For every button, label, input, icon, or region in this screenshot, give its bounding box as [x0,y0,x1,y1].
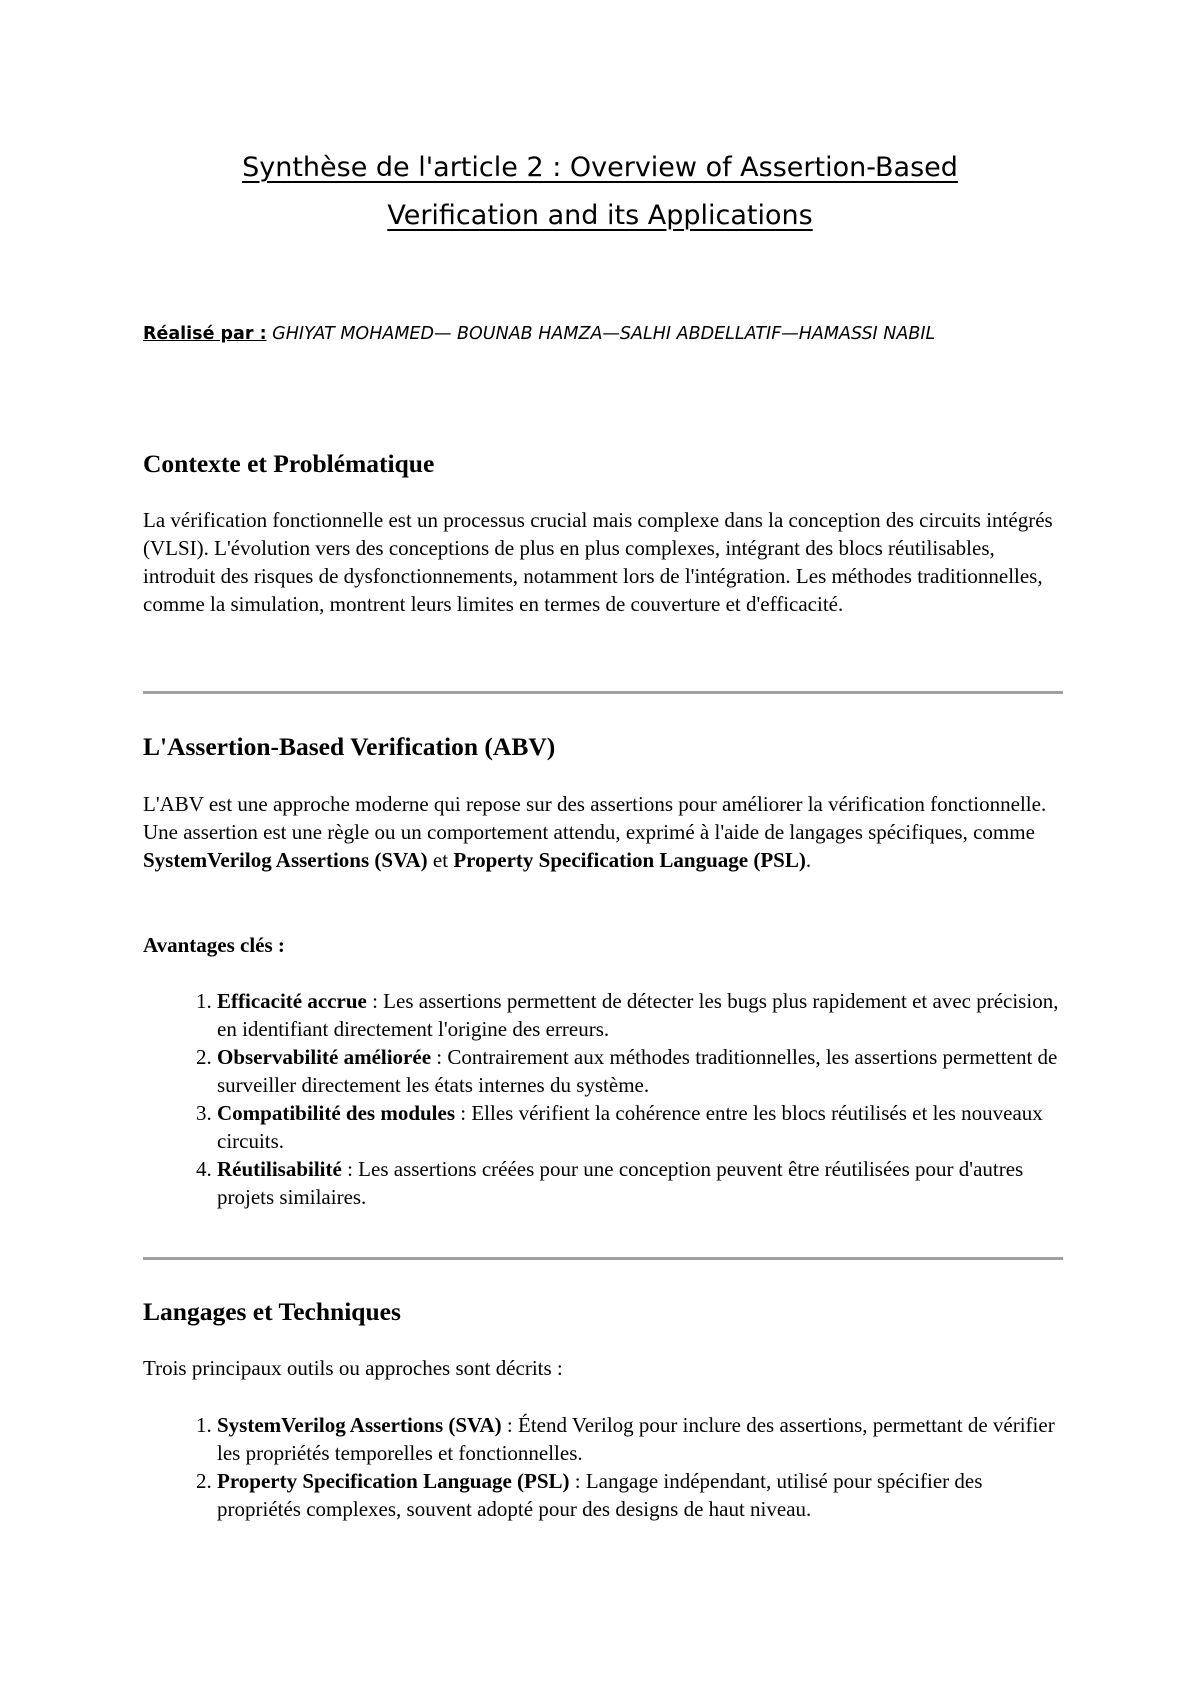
list-item-text: : Étend Verilog pour inclure des assertions, permettant de vérifier les propriétés temporelles et fonctionnelles. [217,1413,1055,1465]
list-item-text: : Contrairement aux méthodes traditionnelles, les assertions permettent de surveiller directement les états internes du système. [217,1045,1058,1097]
list-item-term: Compatibilité des modules [217,1101,456,1125]
list-item [217,1043,1063,1099]
techniques-list [143,1411,1063,1523]
abv-sva-term: SystemVerilog Assertions (SVA) [143,848,428,872]
abv-text-part2: et [427,848,454,872]
list-item-term: Observabilité améliorée [217,1045,432,1069]
section-heading-techniques: Langages et Techniques [143,1297,401,1326]
advantages-heading [143,931,1063,959]
document-title [0,144,1200,240]
abv-psl-term: Property Specification Language (PSL) [453,848,806,872]
abv-text-part3: . [805,848,812,872]
title-line-1: Synthèse de l'article 2 : Overview of Assertion-Based [242,152,958,183]
list-item-term: SystemVerilog Assertions (SVA) [217,1413,502,1437]
section-heading-context: Contexte et Problématique [143,449,435,478]
advantages-heading-text: Avantages clés : [143,933,285,957]
list-item [217,1155,1063,1211]
section-divider [143,691,1063,694]
advantages-list [143,987,1063,1211]
techniques-intro: Trois principaux outils ou approches sont décrits : [143,1356,563,1380]
abv-text-part1: L'ABV est une approche moderne qui repose sur des assertions pour améliorer la vérification fonctionnelle. Une assertion est une règle ou un comportement attendu, exprimé à l'aide de langages spécifiques, comme [143,792,1047,844]
authors-label: Réalisé par : [143,324,267,344]
list-item [217,1411,1063,1467]
authors-line [143,322,1103,346]
section-heading-abv: L'Assertion-Based Verification (ABV) [143,732,556,761]
list-item [217,1099,1063,1155]
abv-paragraph [143,790,1063,874]
list-item-term: Property Specification Language (PSL) [217,1469,570,1493]
list-item-text: : Les assertions permettent de détecter les bugs plus rapidement et avec précision, en identifiant directement l'origine des erreurs. [217,989,1059,1041]
list-item-term: Réutilisabilité [217,1157,342,1181]
list-item-text: : Les assertions créées pour une conception peuvent être réutilisées pour d'autres projets similaires. [217,1157,1024,1209]
list-item-term: Efficacité accrue [217,989,367,1013]
list-item [217,1467,1063,1523]
list-item [217,987,1063,1043]
context-paragraph: La vérification fonctionnelle est un processus crucial mais complexe dans la conception des circuits intégrés (VLSI). L'évolution vers des conceptions de plus en plus complexes, intégrant des blocs réutilisables, introduit des risques de dysfonctionnements, notamment lors de l'intégration. Les méthodes traditionnelles, comme la simulation, montrent leurs limites en termes de couverture et d'efficacité. [143,508,1053,616]
list-item-text: : Langage indépendant, utilisé pour spécifier des propriétés complexes, souvent adopté pour des designs de haut niveau. [217,1469,983,1521]
title-line-2: Verification and its Applications [387,200,813,231]
list-item-text: : Elles vérifient la cohérence entre les blocs réutilisés et les nouveaux circuits. [217,1101,1043,1153]
section-divider [143,1257,1063,1260]
authors-names: GHIYAT MOHAMED— BOUNAB HAMZA—SALHI ABDELLATIF—HAMASSI NABIL [266,324,936,344]
